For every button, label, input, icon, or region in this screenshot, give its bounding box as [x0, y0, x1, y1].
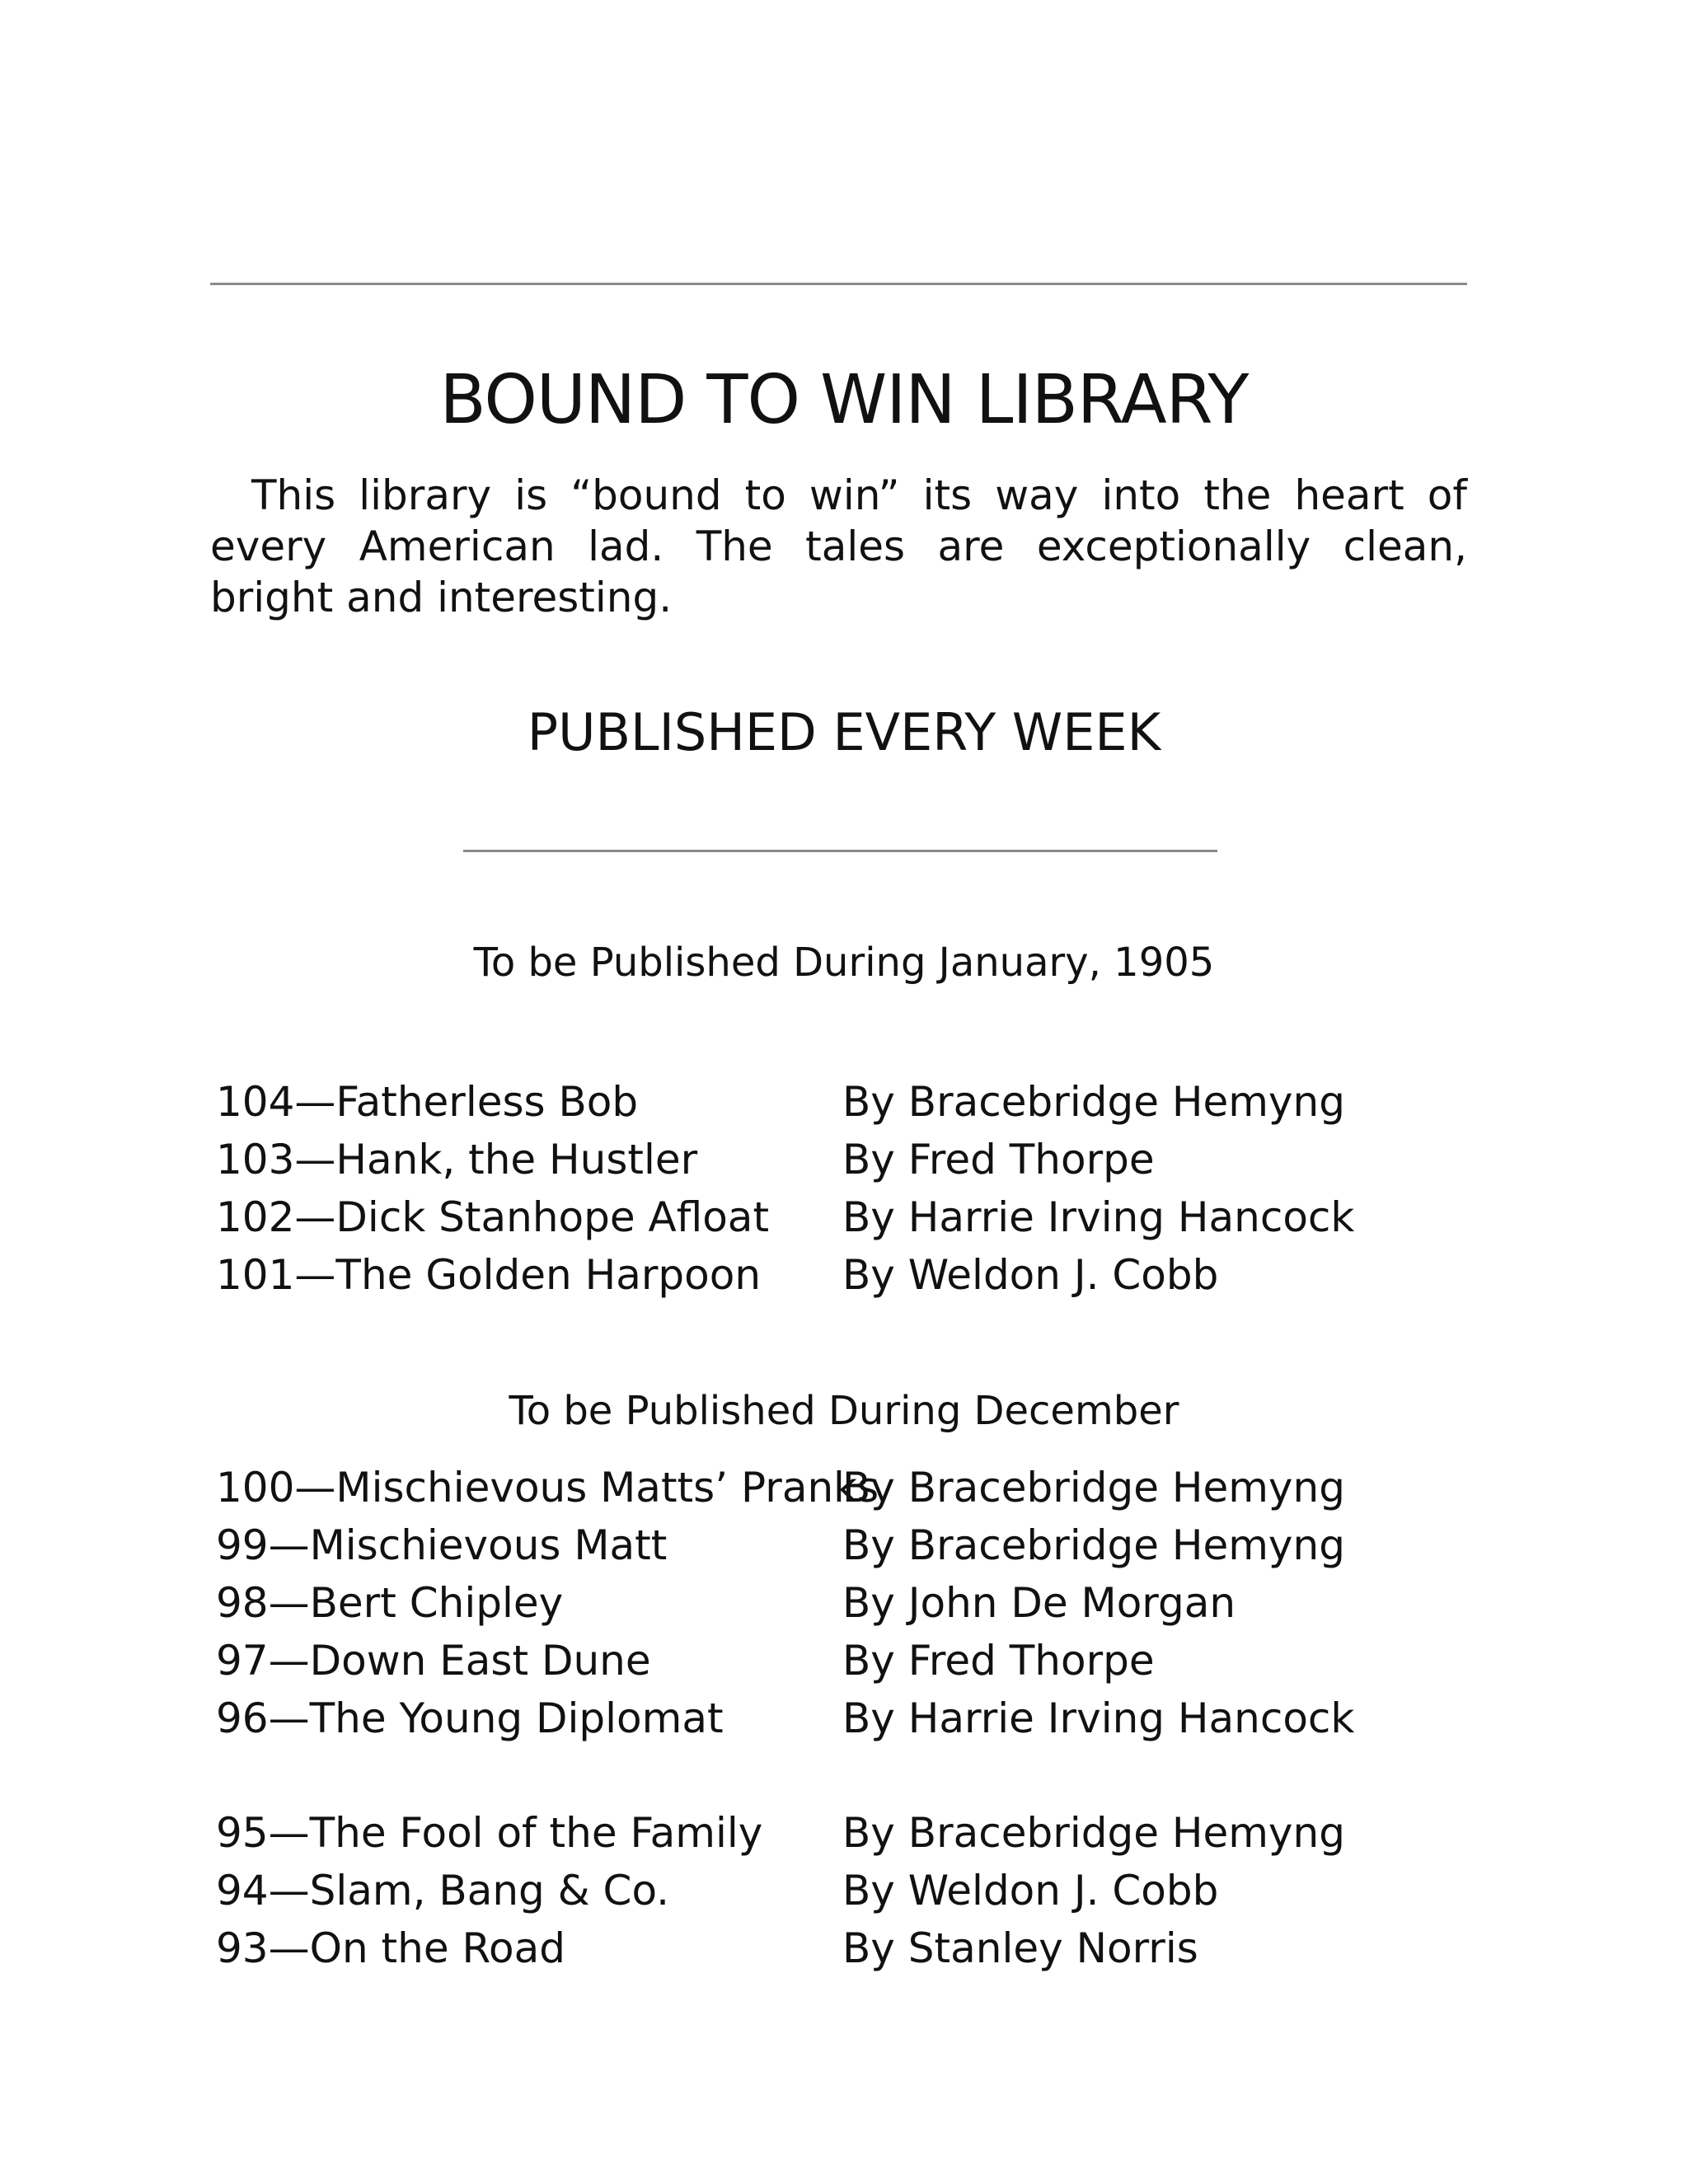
book-author: By Weldon J. Cobb	[842, 1867, 1219, 1915]
december-list-continued	[216, 1804, 1535, 1977]
middle-divider	[463, 850, 1217, 852]
book-author: By Fred Thorpe	[842, 1136, 1155, 1183]
book-author: By Harrie Irving Hancock	[842, 1694, 1355, 1742]
intro-paragraph: This library is “bound to win” its way into the heart of every American lad. The tales are exceptionally clean, bright and interesting.	[210, 471, 1467, 621]
book-author: By Bracebridge Hemyng	[842, 1078, 1345, 1126]
list-item	[216, 1919, 1535, 1977]
list-item	[216, 1574, 1535, 1632]
book-author: By Bracebridge Hemyng	[842, 1464, 1345, 1511]
december-section-heading: To be Published During December	[509, 1388, 1179, 1434]
list-item	[216, 1188, 1535, 1246]
book-title: 98—Bert Chipley	[216, 1579, 564, 1627]
january-section-heading: To be Published During January, 1905	[473, 940, 1215, 986]
list-item	[216, 1459, 1535, 1516]
book-title: 101—The Golden Harpoon	[216, 1251, 762, 1299]
book-title: 96—The Young Diplomat	[216, 1694, 724, 1742]
list-item	[216, 1804, 1535, 1862]
december-list	[216, 1459, 1535, 1747]
list-item	[216, 1073, 1535, 1131]
book-title: 97—Down East Dune	[216, 1637, 651, 1685]
book-author: By Harrie Irving Hancock	[842, 1193, 1355, 1241]
book-title: 93—On the Road	[216, 1924, 565, 1972]
book-author: By John De Morgan	[842, 1579, 1236, 1627]
book-title: 95—The Fool of the Family	[216, 1809, 763, 1857]
book-author: By Fred Thorpe	[842, 1637, 1155, 1685]
list-item	[216, 1516, 1535, 1574]
book-title: 104—Fatherless Bob	[216, 1078, 639, 1126]
book-title: 103—Hank, the Hustler	[216, 1136, 698, 1183]
list-item	[216, 1246, 1535, 1304]
published-every-week-heading: PUBLISHED EVERY WEEK	[527, 702, 1161, 762]
book-author: By Bracebridge Hemyng	[842, 1809, 1345, 1857]
book-title: 94—Slam, Bang & Co.	[216, 1867, 670, 1915]
page-title: BOUND TO WIN LIBRARY	[439, 361, 1249, 439]
list-item	[216, 1632, 1535, 1690]
list-item	[216, 1131, 1535, 1188]
book-title: 102—Dick Stanhope Afloat	[216, 1193, 770, 1241]
book-title: 99—Mischievous Matt	[216, 1521, 668, 1569]
january-list	[216, 1073, 1535, 1304]
book-author: By Bracebridge Hemyng	[842, 1521, 1345, 1569]
list-item	[216, 1862, 1535, 1919]
top-divider	[210, 283, 1467, 285]
list-item	[216, 1690, 1535, 1747]
book-author: By Weldon J. Cobb	[842, 1251, 1219, 1299]
book-author: By Stanley Norris	[842, 1924, 1198, 1972]
book-title: 100—Mischievous Matts’ Pranks	[216, 1464, 879, 1511]
